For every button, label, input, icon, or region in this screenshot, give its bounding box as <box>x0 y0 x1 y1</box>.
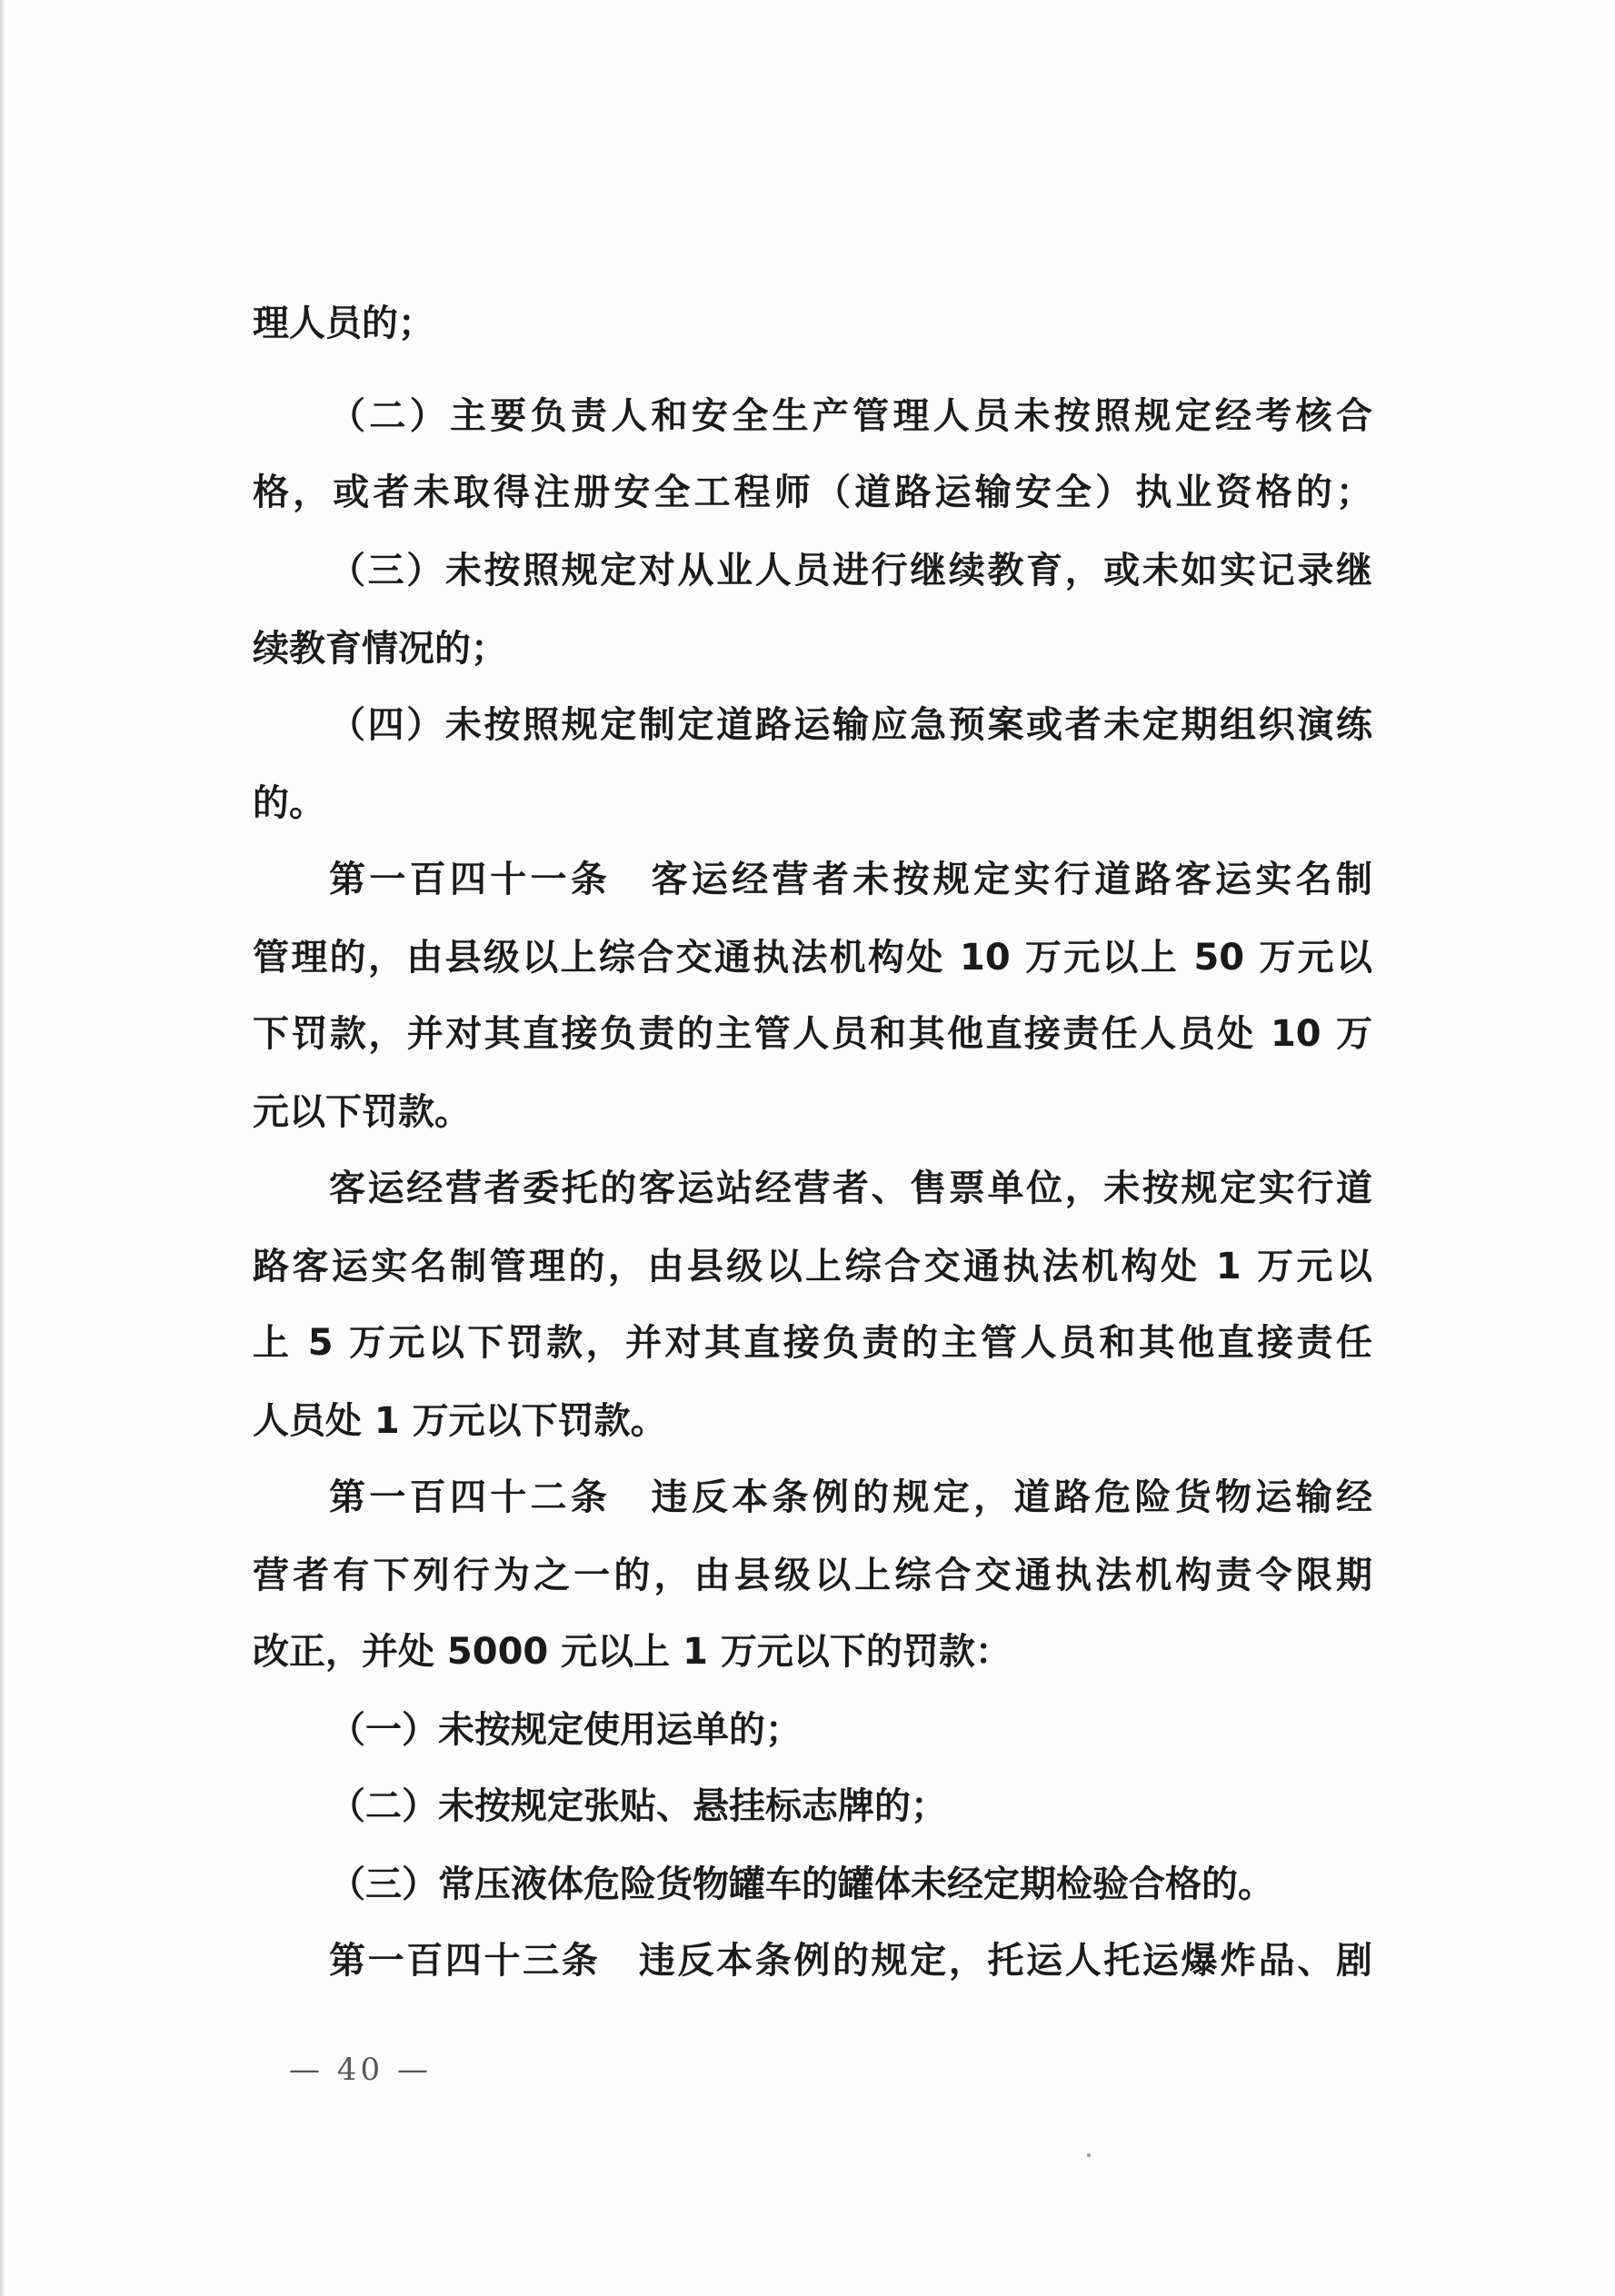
text-line-19: （一）未按规定使用运单的； <box>329 1709 802 1751</box>
text-line-22: 第一百四十三条 违反本条例的规定，托运人托运爆炸品、剧 <box>329 1940 1372 1982</box>
text-line-8: 第一百四十一条 客运经营者未按规定实行道路客运实名制 <box>329 859 1372 900</box>
text-line-21: （三）常压液体危险货物罐车的罐体未经定期检验合格的。 <box>329 1864 1274 1905</box>
text-line-7: 的。 <box>253 782 325 824</box>
text-line-13: 路客运实名制管理的，由县级以上综合交通执法机构处 1 万元以 <box>253 1246 1372 1287</box>
scan-speck <box>1087 2153 1091 2157</box>
text-line-20: （二）未按规定张贴、悬挂标志牌的； <box>329 1785 947 1827</box>
text-line-9: 管理的，由县级以上综合交通执法机构处 10 万元以上 50 万元以 <box>253 937 1372 979</box>
text-line-4: （三）未按照规定对从业人员进行继续教育，或未如实记录继 <box>329 550 1372 591</box>
text-line-11: 元以下罚款。 <box>253 1091 471 1133</box>
text-line-18: 改正，并处 5000 元以上 1 万元以下的罚款： <box>253 1631 1012 1673</box>
text-line-14: 上 5 万元以下罚款，并对其直接负责的主管人员和其他直接责任 <box>253 1322 1372 1364</box>
text-line-12: 客运经营者委托的客运站经营者、售票单位，未按规定实行道 <box>329 1168 1372 1209</box>
scan-edge-shadow <box>0 0 5 2296</box>
text-line-2: （二）主要负责人和安全生产管理人员未按照规定经考核合 <box>329 395 1372 437</box>
text-line-3: 格，或者未取得注册安全工程师（道路运输安全）执业资格的； <box>253 472 1372 513</box>
text-line-1: 理人员的； <box>253 303 434 344</box>
text-line-5: 续教育情况的； <box>253 628 507 670</box>
page-number: — 40 — <box>289 2052 432 2088</box>
text-line-17: 营者有下列行为之一的，由县级以上综合交通执法机构责令限期 <box>253 1555 1372 1596</box>
text-line-16: 第一百四十二条 违反本条例的规定，道路危险货物运输经 <box>329 1476 1372 1518</box>
text-line-10: 下罚款，并对其直接负责的主管人员和其他直接责任人员处 10 万 <box>253 1013 1372 1055</box>
text-line-6: （四）未按照规定制定道路运输应急预案或者未定期组织演练 <box>329 704 1372 746</box>
text-line-15: 人员处 1 万元以下罚款。 <box>253 1400 667 1442</box>
